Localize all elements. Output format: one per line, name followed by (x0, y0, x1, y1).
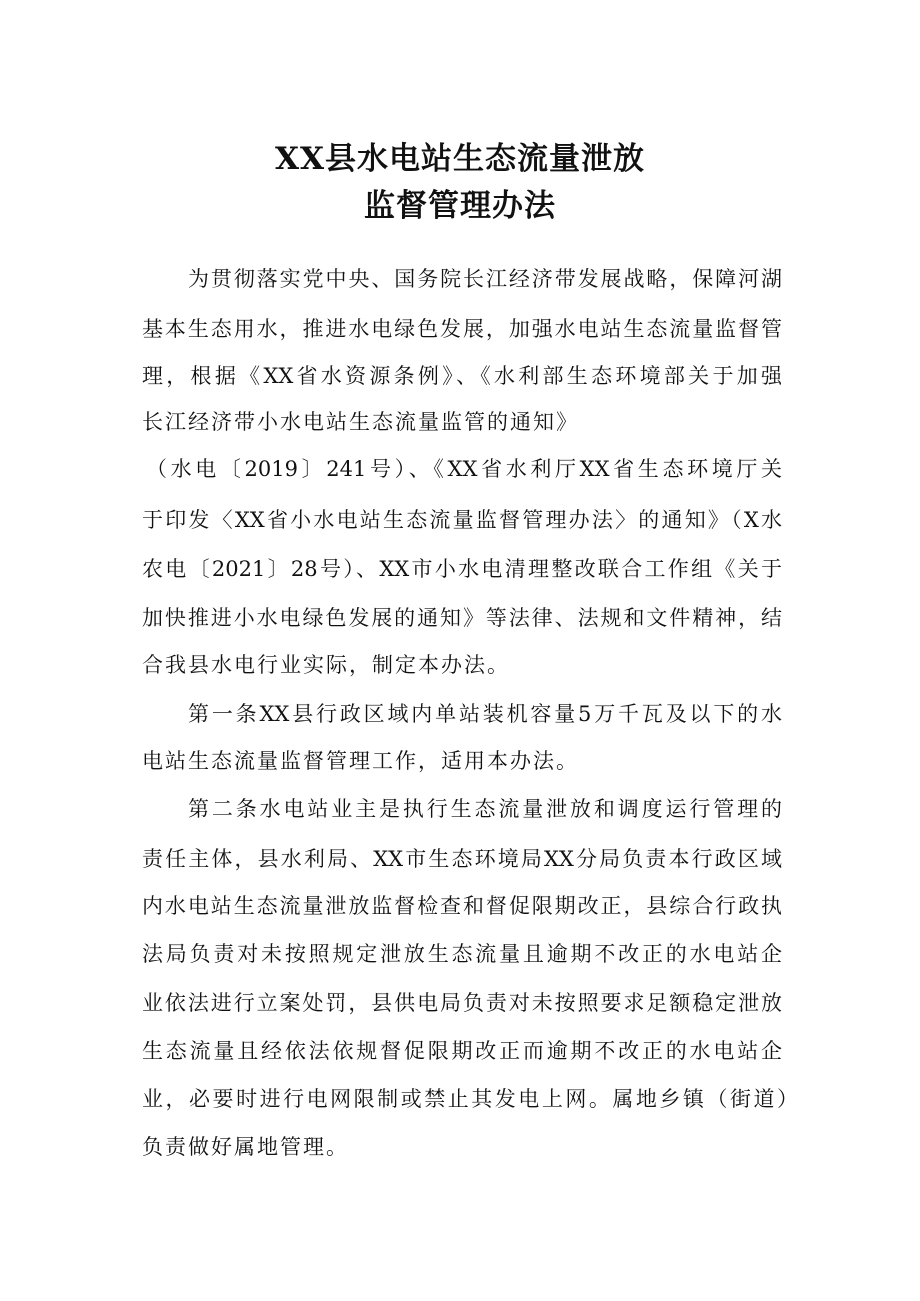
document-title-line-1: XX县水电站生态流量泄放 (274, 140, 646, 177)
article-2-line-2: 责任主体，县水利局、XX市生态环境局XX分局负责本行政区域 (142, 847, 782, 871)
preamble-line-8: 加快推进小水电绿色发展的通知》等法律、法规和文件精神，结 (142, 606, 782, 630)
article-2-line-4: 法局负责对未按照规定泄放生态流量且逾期不改正的水电站企 (142, 942, 782, 966)
article-2-line-3: 内水电站生态流量泄放监督检查和督促限期改正，县综合行政执 (142, 894, 782, 918)
article-2-line-5: 业依法进行立案处罚，县供电局负责对未按照要求足额稳定泄放 (142, 991, 782, 1015)
article-2-line-6: 生态流量且经依法依规督促限期改正而逾期不改正的水电站企 (142, 1039, 782, 1063)
preamble-line-6: 于印发〈XX省小水电站生态流量监督管理办法〉的通知》（X水 (142, 508, 782, 532)
preamble-line-7: 农电〔2021〕28号）、XX市小水电清理整改联合工作组《关于 (142, 557, 782, 581)
preamble-line-4: 长江经济带小水电站生态流量监管的通知》 (142, 410, 579, 434)
preamble-line-2: 基本生态用水，推进水电绿色发展，加强水电站生态流量监督管 (142, 317, 782, 341)
article-1-line-2: 电站生态流量监督管理工作，适用本办法。 (142, 749, 579, 773)
preamble-line-5: （水电〔2019〕241号）、《XX省水利厅XX省生态环境厅关 (146, 457, 782, 481)
article-2-line-8: 负责做好属地管理。 (142, 1135, 349, 1159)
preamble-line-9: 合我县水电行业实际，制定本办法。 (142, 653, 510, 677)
preamble-line-3: 理，根据《XX省水资源条例》、《水利部生态环境部关于加强 (142, 364, 782, 388)
article-2-line-7: 业，必要时进行电网限制或禁止其发电上网。属地乡镇（街道） (142, 1087, 798, 1111)
document-title-line-2: 监督管理办法 (364, 187, 556, 224)
article-2-line-1: 第二条水电站业主是执行生态流量泄放和调度运行管理的 (188, 797, 782, 821)
article-1-line-1: 第一条XX县行政区域内单站装机容量5万千瓦及以下的水 (188, 702, 782, 726)
preamble-line-1: 为贯彻落实党中央、国务院长江经济带发展战略，保障河湖 (188, 267, 782, 291)
